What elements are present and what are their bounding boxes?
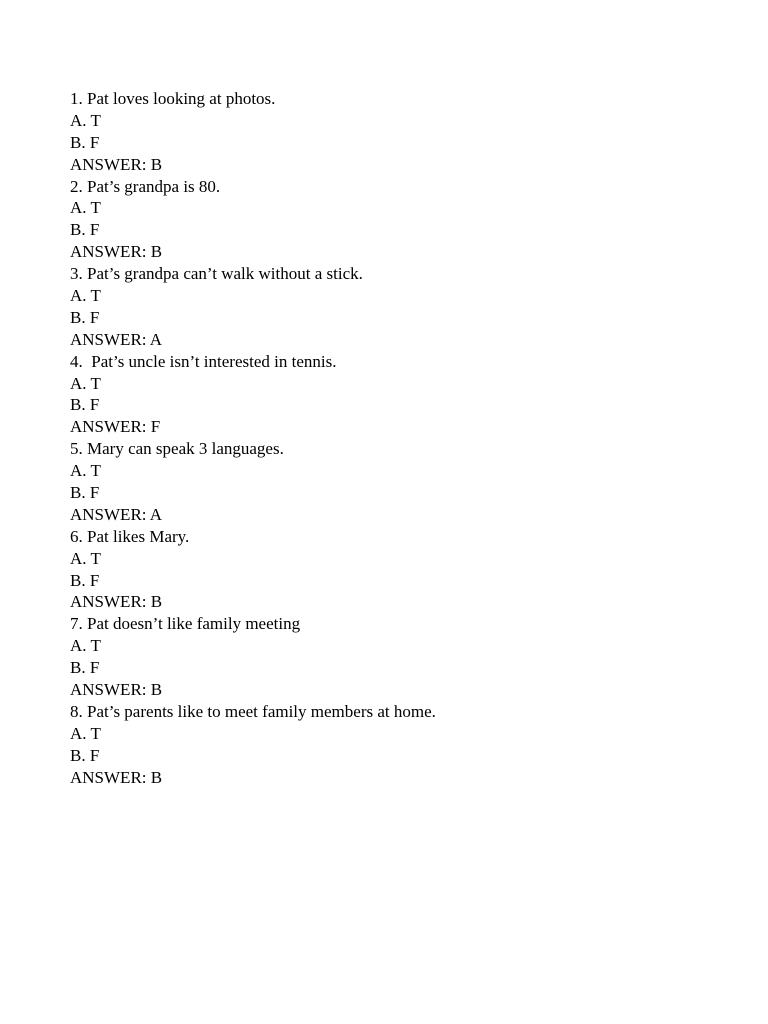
answer-line: ANSWER: B — [70, 242, 163, 262]
question-text: 2. Pat’s grandpa is 80. — [70, 176, 221, 196]
quiz-content — [70, 88, 710, 789]
answer-line: ANSWER: B — [70, 592, 163, 612]
question-block — [70, 263, 710, 351]
option-b: B. F — [70, 132, 100, 152]
answer-line: ANSWER: B — [70, 154, 163, 174]
option-a: A. T — [70, 110, 101, 130]
question-text: 3. Pat’s grandpa can’t walk without a stick. — [70, 264, 363, 284]
answer-line: ANSWER: A — [70, 329, 163, 349]
question-text: 5. Mary can speak 3 languages. — [70, 439, 284, 459]
question-block — [70, 438, 710, 526]
option-a: A. T — [70, 461, 101, 481]
question-block — [70, 701, 710, 789]
option-b: B. F — [70, 745, 100, 765]
question-block — [70, 88, 710, 176]
option-b: B. F — [70, 220, 100, 240]
question-text: 7. Pat doesn’t like family meeting — [70, 614, 301, 634]
answer-line: ANSWER: F — [70, 417, 161, 437]
option-a: A. T — [70, 723, 101, 743]
option-a: A. T — [70, 198, 101, 218]
answer-line: ANSWER: A — [70, 504, 163, 524]
question-block — [70, 613, 710, 701]
question-text: 6. Pat likes Mary. — [70, 526, 190, 546]
question-text: 8. Pat’s parents like to meet family members at home. — [70, 701, 436, 721]
answer-line: ANSWER: B — [70, 680, 163, 700]
answer-line: ANSWER: B — [70, 767, 163, 787]
question-text: 4. Pat’s uncle isn’t interested in tennis. — [70, 351, 337, 371]
option-b: B. F — [70, 395, 100, 415]
option-b: B. F — [70, 307, 100, 327]
option-b: B. F — [70, 570, 100, 590]
option-b: B. F — [70, 658, 100, 678]
question-text: 1. Pat loves looking at photos. — [70, 89, 276, 108]
option-a: A. T — [70, 373, 101, 393]
question-block — [70, 526, 710, 614]
option-a: A. T — [70, 548, 101, 568]
option-b: B. F — [70, 483, 100, 503]
option-a: A. T — [70, 636, 101, 656]
option-a: A. T — [70, 286, 101, 306]
question-block — [70, 351, 710, 439]
question-block — [70, 176, 710, 264]
